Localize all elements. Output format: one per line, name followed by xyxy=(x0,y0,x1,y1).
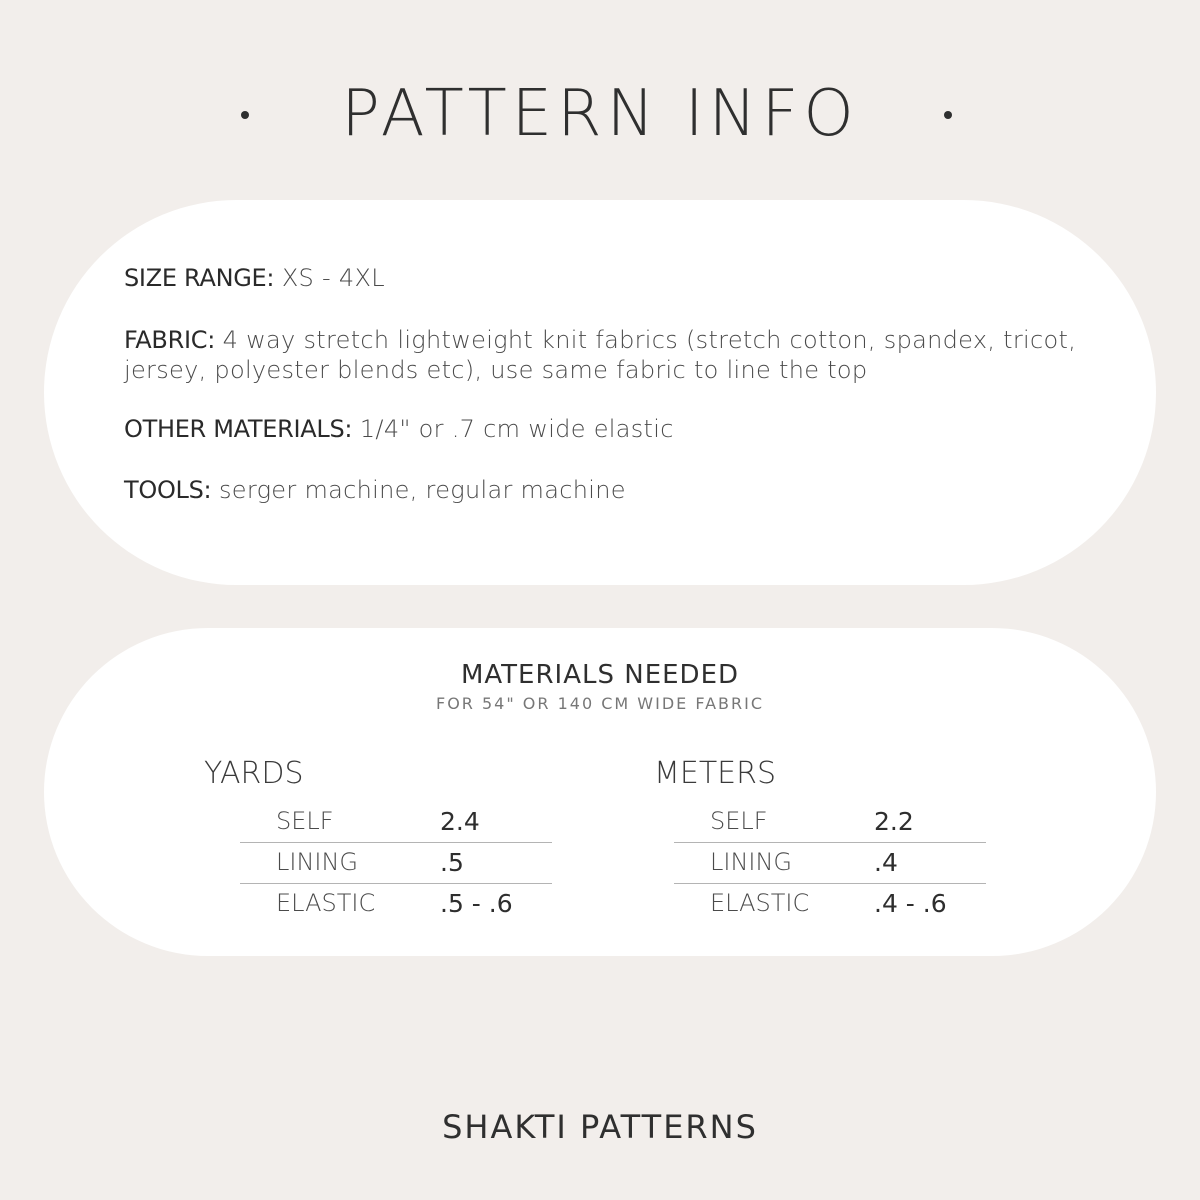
fabric-key: FABRIC: xyxy=(124,326,215,354)
page-title: PATTERN INFO xyxy=(341,77,859,151)
pattern-info-panel xyxy=(44,200,1156,585)
other-materials-key: OTHER MATERIALS: xyxy=(124,415,353,443)
size-range-key: SIZE RANGE: xyxy=(124,264,275,292)
size-range-value: XS - 4XL xyxy=(281,264,385,292)
table-row xyxy=(240,884,552,924)
meters-heading: METERS xyxy=(654,756,777,791)
tools-value: serger machine, regular machine xyxy=(218,476,626,504)
tools-line xyxy=(124,475,1084,505)
row-label: ELASTIC xyxy=(276,889,376,917)
materials-title: MATERIALS NEEDED xyxy=(460,660,740,690)
title-row xyxy=(0,72,1200,162)
other-materials-value: 1/4" or .7 cm wide elastic xyxy=(359,415,674,443)
table-row xyxy=(674,884,986,924)
row-value: .5 - .6 xyxy=(440,889,513,918)
fabric-line xyxy=(124,325,1084,385)
row-label: SELF xyxy=(276,807,334,835)
row-label: LINING xyxy=(276,848,359,876)
row-value: .4 xyxy=(874,848,898,877)
bullet-dot-right xyxy=(944,111,952,119)
other-materials-line xyxy=(124,414,1084,444)
row-value: .5 xyxy=(440,848,464,877)
row-value: .4 - .6 xyxy=(874,889,947,918)
tools-key: TOOLS: xyxy=(124,476,212,504)
table-row xyxy=(674,843,986,884)
yards-heading: YARDS xyxy=(204,756,304,791)
table-row xyxy=(240,843,552,884)
fabric-value: 4 way stretch lightweight knit fabrics (stretch cotton, spandex, tricot, jersey, polyester blends etc), use same fabric to line the top xyxy=(124,326,1077,384)
size-range-line xyxy=(124,263,1084,293)
table-row xyxy=(674,802,986,843)
yards-table xyxy=(240,802,552,924)
row-label: SELF xyxy=(710,807,768,835)
row-value: 2.4 xyxy=(440,807,480,836)
meters-table xyxy=(674,802,986,924)
materials-subtitle: FOR 54" OR 140 CM WIDE FABRIC xyxy=(435,694,764,713)
row-label: ELASTIC xyxy=(710,889,810,917)
row-label: LINING xyxy=(710,848,793,876)
row-value: 2.2 xyxy=(874,807,914,836)
brand-footer: SHAKTI PATTERNS xyxy=(442,1108,758,1146)
table-row xyxy=(240,802,552,843)
